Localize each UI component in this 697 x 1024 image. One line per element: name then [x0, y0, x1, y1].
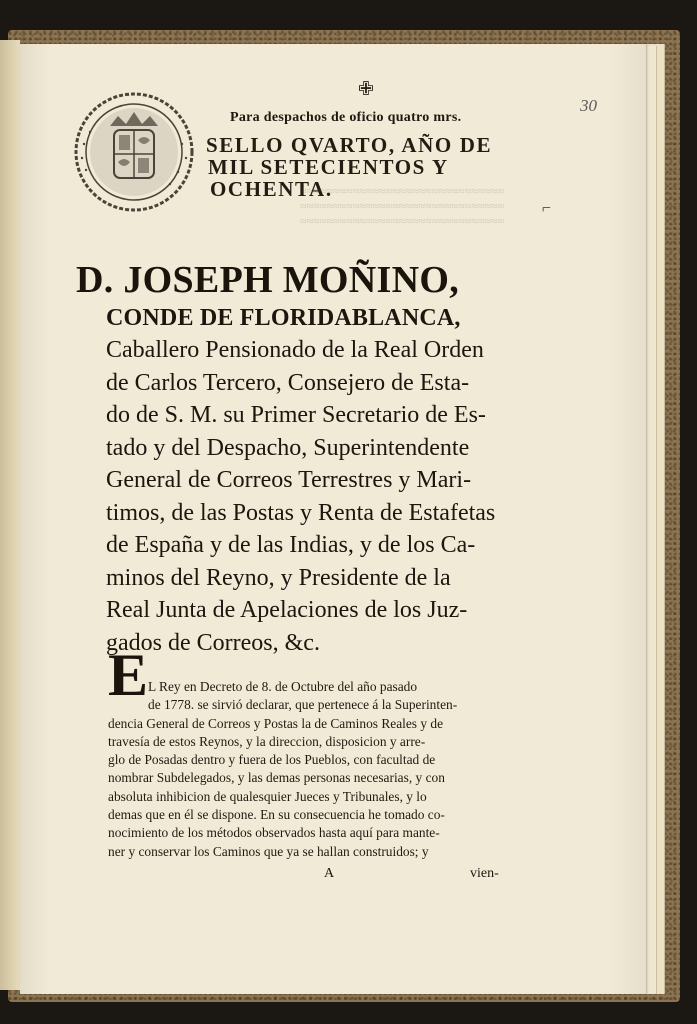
royal-seal-stamp	[70, 88, 198, 216]
count-title: CONDE DE FLORIDABLANCA,	[106, 305, 461, 331]
title-line: tado y del Despacho, Superintendente	[106, 434, 470, 461]
title-line: General de Correos Terrestres y Mari-	[106, 467, 472, 493]
body-line: dencia General de Correos y Postas la de Caminos Reales y de	[108, 715, 444, 731]
body-line: demas que en él se dispone. En su consecuencia he tomado co-	[108, 807, 445, 823]
title-line: do de S. M. su Primer Secretario de Es-	[106, 402, 486, 428]
document-heading-name: D. JOSEPH MOÑINO,	[76, 259, 460, 301]
body-line: L Rey en Decreto de 8. de Octubre del año pasado	[148, 679, 418, 694]
catchword: vien-	[470, 866, 499, 881]
body-line: travesía de estos Reynos, y la direccion, disposicion y arre-	[108, 733, 426, 749]
document-page	[20, 44, 646, 994]
title-line: de Carlos Tercero, Consejero de Esta-	[106, 369, 470, 396]
folio-number: 30	[580, 96, 597, 115]
title-line: timos, de las Postas y Renta de Estafetas	[106, 499, 496, 526]
stamp-title-line: OCHENTA.	[210, 177, 333, 201]
body-lines	[108, 715, 445, 861]
body-line: glo de Posadas dentro y fuera de los Pueblos, con facultad de	[108, 752, 436, 768]
show-through-text: ≈≈≈≈≈≈≈≈≈≈≈≈≈≈≈≈≈≈≈≈≈≈≈≈≈≈≈≈≈≈≈ ≈≈≈≈≈≈≈≈≈≈≈≈≈≈≈≈≈≈≈≈≈≈≈≈≈≈≈≈≈≈≈ ≈≈≈≈≈≈≈≈≈≈≈≈≈≈≈≈≈≈≈≈≈≈≈≈≈≈≈≈≈≈≈	[300, 184, 505, 228]
signature-mark: A	[324, 866, 335, 881]
body-line: de 1778. se sirvió declarar, que pertenece á la Superinten-	[148, 697, 458, 713]
page-footer	[108, 866, 506, 884]
body-line: ner y conservar los Caminos que ya se hallan construidos; y	[108, 843, 429, 859]
title-line: Real Junta de Apelaciones de los Juz-	[106, 597, 468, 623]
body-line: absoluta inhibicion de qualesquier Jueces y Tribunales, y lo	[108, 788, 427, 804]
title-line: gados de Correos, &c.	[106, 629, 320, 656]
body-line: nocimiento de los métodos observados hasta aquí para mante-	[108, 825, 440, 841]
titles-block	[106, 302, 516, 659]
first-lines	[108, 678, 457, 715]
title-line: minos del Reyno, y Presidente de la	[106, 564, 451, 591]
stamp-top-line: Para despachos de oficio quatro mrs.	[230, 110, 462, 125]
cross-ornament: ✙	[358, 79, 374, 100]
stamp-title-line: SELLO QVARTO, AÑO DE	[206, 133, 493, 157]
drop-cap: E	[108, 642, 149, 708]
title-line: Caballero Pensionado de la Real Orden	[106, 337, 484, 363]
adjacent-page-edge	[0, 40, 20, 990]
title-line: de España y de las Indias, y de los Ca-	[106, 532, 476, 558]
stamp-title-line: MIL SETECIENTOS Y	[208, 155, 449, 179]
corner-mark: ⌐	[542, 200, 552, 217]
body-line: nombrar Subdelegados, y las demas personas necesarias, y con	[108, 770, 445, 786]
